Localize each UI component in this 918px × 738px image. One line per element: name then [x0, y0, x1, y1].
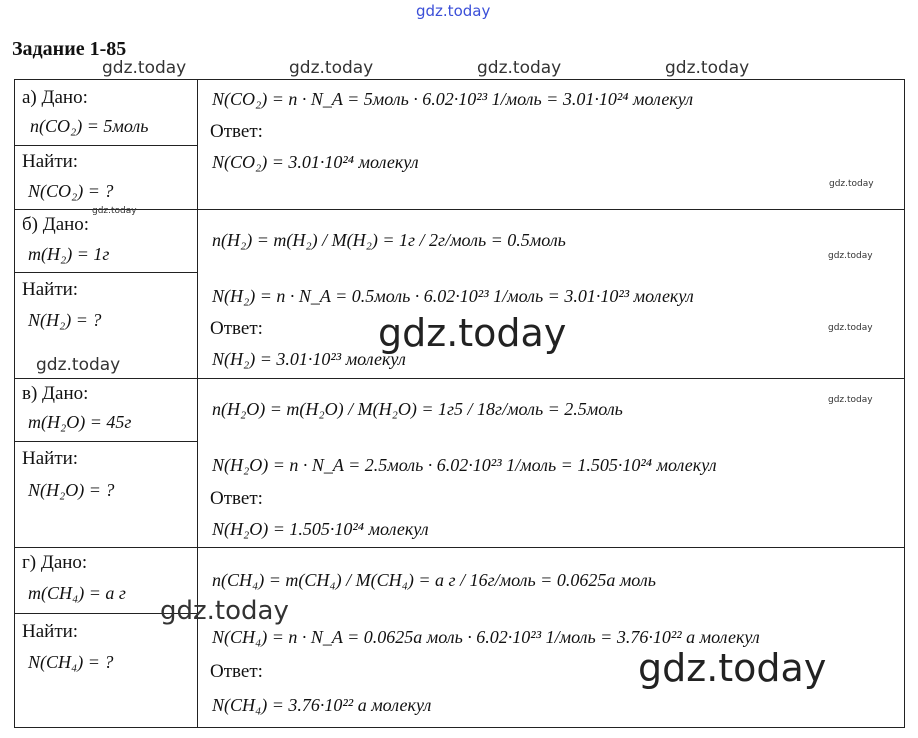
answer-label: Ответ:: [210, 318, 263, 339]
find-label: Найти:: [22, 279, 79, 300]
equation: n(CH₄) = m(CH₄) / M(CH₄) = а г / 16г/моль = 0.0625а моль: [212, 570, 656, 590]
answer-label: Ответ:: [210, 121, 263, 142]
answer-equation: N(CO₂) = 3.01·10²⁴ молекул: [212, 152, 419, 172]
given-label: а) Дано:: [22, 87, 88, 108]
watermark: gdz.today: [828, 251, 873, 261]
given-label: г) Дано:: [22, 552, 88, 573]
find-value: N(CO₂) = ?: [28, 181, 114, 201]
equation: N(H₂O) = n · N_A = 2.5моль · 6.02·10²³ 1/моль = 1.505·10²⁴ молекул: [212, 455, 717, 475]
watermark: gdz.today: [92, 206, 137, 216]
watermark-large: gdz.today: [638, 646, 827, 690]
given-label: в) Дано:: [22, 383, 89, 404]
watermark: gdz.today: [36, 355, 121, 375]
given-value: n(CO₂) = 5моль: [30, 116, 149, 136]
equation: N(CH₄) = n · N_A = 0.0625а моль · 6.02·10²³ 1/моль = 3.76·10²² а молекул: [212, 627, 760, 647]
watermark: gdz.today: [477, 58, 562, 78]
given-value: m(H₂O) = 45г: [28, 412, 132, 432]
find-label: Найти:: [22, 621, 79, 642]
watermark-large: gdz.today: [378, 311, 567, 355]
find-value: N(CH₄) = ?: [28, 652, 114, 672]
find-value: N(H₂O) = ?: [28, 480, 115, 500]
find-label: Найти:: [22, 448, 79, 469]
watermark: gdz.today: [289, 58, 374, 78]
watermark: gdz.today: [828, 395, 873, 405]
find-value: N(H₂) = ?: [28, 310, 102, 330]
answer-equation: N(CH₄) = 3.76·10²² а молекул: [212, 695, 432, 715]
find-label: Найти:: [22, 151, 79, 172]
given-value: m(H₂) = 1г: [28, 244, 110, 264]
given-value: m(CH₄) = а г: [28, 583, 126, 603]
equation: n(H₂O) = m(H₂O) / M(H₂O) = 1г5 / 18г/моль = 2.5моль: [212, 399, 623, 419]
answer-equation: N(H₂) = 3.01·10²³ молекул: [212, 349, 406, 369]
watermark: gdz.today: [102, 58, 187, 78]
equation: N(H₂) = n · N_A = 0.5моль · 6.02·10²³ 1/моль = 3.01·10²³ молекул: [212, 286, 694, 306]
given-label: б) Дано:: [22, 214, 90, 235]
page-title: Задание 1-85: [12, 38, 127, 60]
top-watermark[interactable]: gdz.today: [416, 2, 491, 20]
answer-label: Ответ:: [210, 661, 263, 682]
watermark: gdz.today: [665, 58, 750, 78]
equation: n(H₂) = m(H₂) / M(H₂) = 1г / 2г/моль = 0.5моль: [212, 230, 566, 250]
equation: N(CO₂) = n · N_A = 5моль · 6.02·10²³ 1/моль = 3.01·10²⁴ молекул: [212, 89, 694, 109]
watermark: gdz.today: [160, 596, 289, 626]
answer-equation: N(H₂O) = 1.505·10²⁴ молекул: [212, 519, 429, 539]
watermark: gdz.today: [828, 323, 873, 333]
watermark: gdz.today: [829, 179, 874, 189]
answer-label: Ответ:: [210, 488, 263, 509]
